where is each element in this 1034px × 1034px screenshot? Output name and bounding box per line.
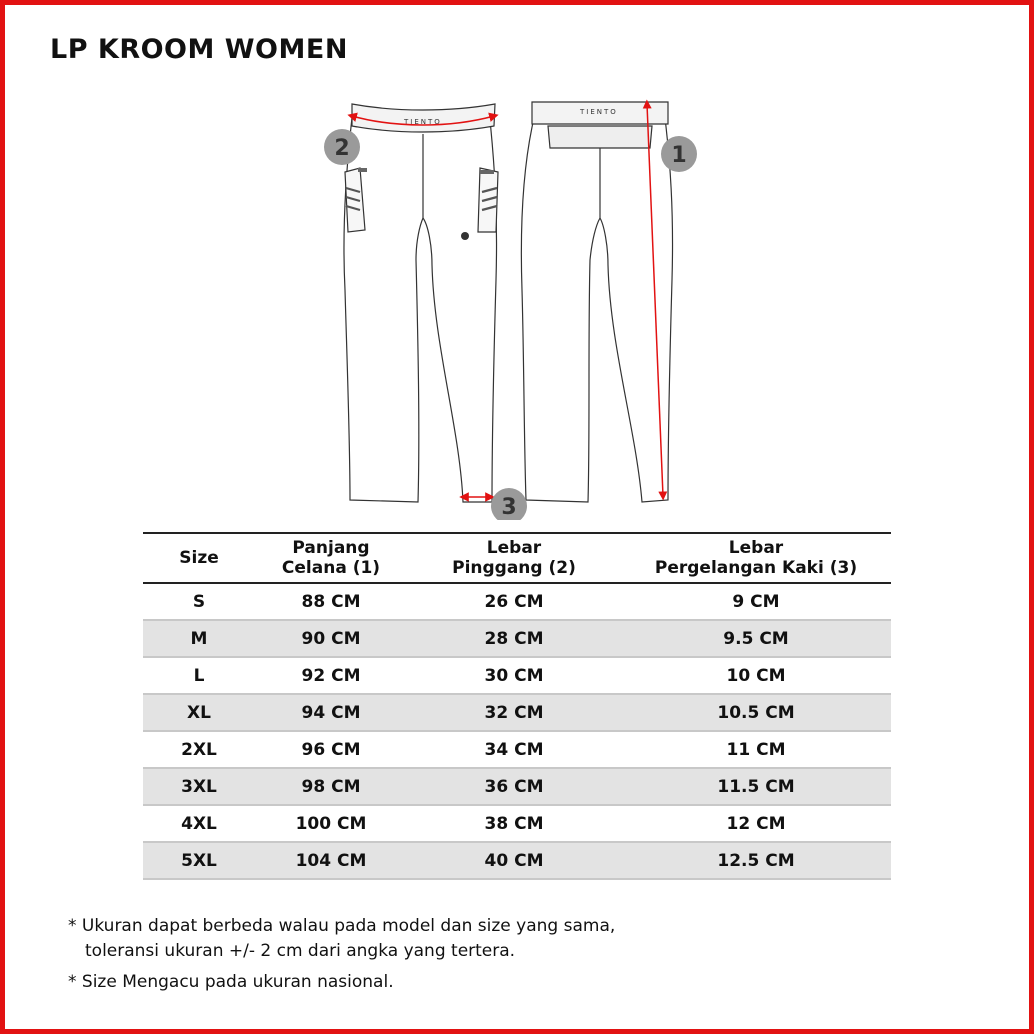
header-waist: Lebar Pinggang (2) xyxy=(407,533,621,583)
cell-length: 92 CM xyxy=(255,657,407,694)
cell-length: 94 CM xyxy=(255,694,407,731)
footnotes xyxy=(68,914,615,995)
table-row xyxy=(143,768,891,805)
table-row xyxy=(143,842,891,879)
header-ankle: Lebar Pergelangan Kaki (3) xyxy=(621,533,891,583)
back-yoke xyxy=(548,126,652,148)
cell-length: 96 CM xyxy=(255,731,407,768)
cell-waist: 28 CM xyxy=(407,620,621,657)
cell-size: XL xyxy=(143,694,255,731)
cell-ankle: 11 CM xyxy=(621,731,891,768)
cell-waist: 30 CM xyxy=(407,657,621,694)
marker-1 xyxy=(661,136,697,172)
table-row xyxy=(143,694,891,731)
cell-length: 98 CM xyxy=(255,768,407,805)
note-tolerance-line1: * Ukuran dapat berbeda walau pada model dan size yang sama, xyxy=(68,916,616,936)
back-brand-label: TIENTO xyxy=(580,108,618,116)
table-row xyxy=(143,805,891,842)
note-tolerance-line2: toleransi ukuran +/- 2 cm dari angka yang tertera. xyxy=(85,941,516,961)
cell-waist: 34 CM xyxy=(407,731,621,768)
cell-waist: 40 CM xyxy=(407,842,621,879)
table-row xyxy=(143,731,891,768)
note-national-size: * Size Mengacu pada ukuran nasional. xyxy=(68,972,394,992)
cell-size: M xyxy=(143,620,255,657)
svg-text:1: 1 xyxy=(671,143,687,168)
header-size: Size xyxy=(143,533,255,583)
logo-icon xyxy=(461,232,469,240)
cell-size: 4XL xyxy=(143,805,255,842)
svg-text:3: 3 xyxy=(501,495,517,520)
cell-waist: 26 CM xyxy=(407,583,621,620)
front-legs-outline xyxy=(344,118,497,502)
cell-ankle: 9 CM xyxy=(621,583,891,620)
marker-3 xyxy=(491,488,527,520)
cell-ankle: 11.5 CM xyxy=(621,768,891,805)
table-row xyxy=(143,620,891,657)
cell-waist: 38 CM xyxy=(407,805,621,842)
cell-size: S xyxy=(143,583,255,620)
cell-size: 2XL xyxy=(143,731,255,768)
cell-length: 88 CM xyxy=(255,583,407,620)
cell-ankle: 12 CM xyxy=(621,805,891,842)
cell-size: 3XL xyxy=(143,768,255,805)
header-length: Panjang Celana (1) xyxy=(255,533,407,583)
cell-ankle: 10 CM xyxy=(621,657,891,694)
table-header-row xyxy=(143,533,891,583)
cell-waist: 32 CM xyxy=(407,694,621,731)
page-title: LP KROOM WOMEN xyxy=(50,34,348,65)
front-brand-label: TIENTO xyxy=(404,118,442,126)
cell-size: L xyxy=(143,657,255,694)
table-row xyxy=(143,657,891,694)
cell-length: 90 CM xyxy=(255,620,407,657)
marker-2 xyxy=(324,129,360,165)
cell-ankle: 10.5 CM xyxy=(621,694,891,731)
cell-waist: 36 CM xyxy=(407,768,621,805)
table-row xyxy=(143,583,891,620)
cell-length: 104 CM xyxy=(255,842,407,879)
svg-text:2: 2 xyxy=(334,136,350,161)
cell-ankle: 9.5 CM xyxy=(621,620,891,657)
cell-size: 5XL xyxy=(143,842,255,879)
size-chart-table xyxy=(143,532,891,880)
cell-ankle: 12.5 CM xyxy=(621,842,891,879)
cell-length: 100 CM xyxy=(255,805,407,842)
front-view xyxy=(344,104,498,502)
